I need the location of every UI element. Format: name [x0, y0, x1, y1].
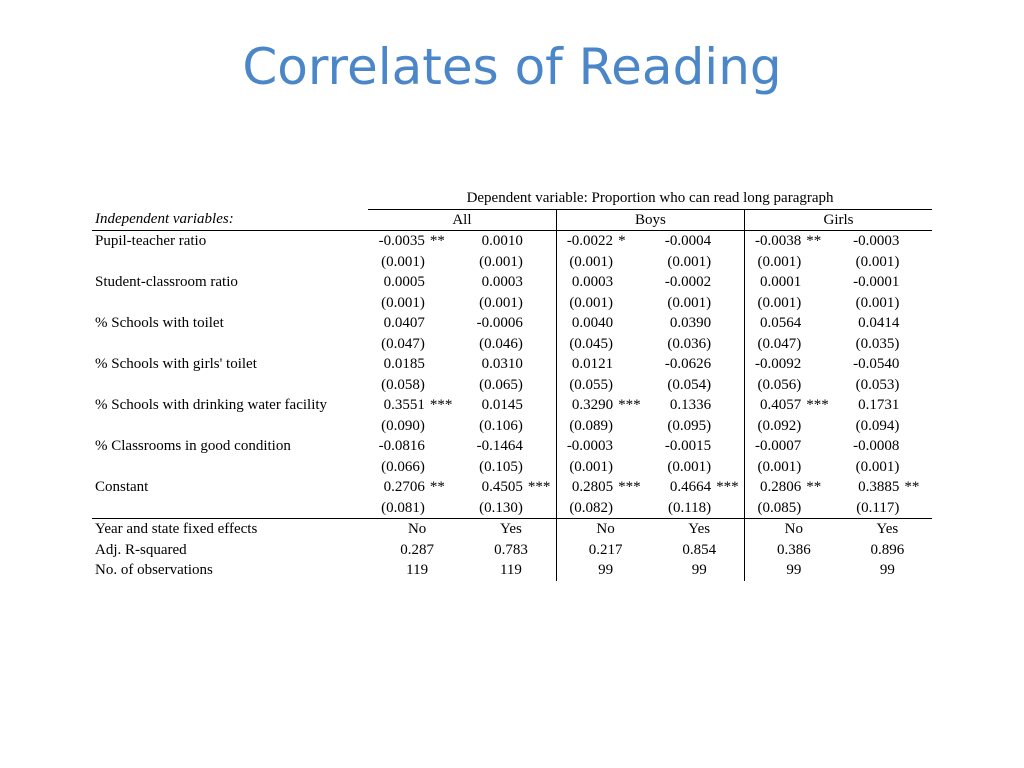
footer-value: 0.783	[494, 541, 528, 558]
significance-stars	[711, 272, 744, 293]
blank	[711, 457, 744, 478]
coefficient: 0.0040	[556, 313, 613, 334]
coefficient: -0.0816	[378, 438, 425, 454]
standard-error: (0.046)	[479, 335, 523, 352]
blank	[711, 293, 744, 314]
blank	[711, 334, 744, 355]
standard-error: (0.054)	[667, 376, 712, 393]
header-row-dependent	[92, 188, 932, 209]
footer-label: Adj. R-squared	[95, 541, 187, 558]
standard-error: (0.001)	[381, 253, 425, 270]
standard-error: (0.081)	[381, 499, 425, 516]
significance-stars	[801, 354, 842, 375]
standard-error: (0.105)	[479, 458, 523, 475]
footer-value: 119	[406, 562, 429, 578]
significance-stars	[801, 313, 842, 334]
gap	[359, 313, 368, 334]
blank	[801, 457, 842, 478]
significance-stars	[523, 231, 556, 252]
gap	[359, 334, 368, 355]
coefficient: 0.0564	[745, 313, 802, 334]
variable-name-blank	[92, 416, 359, 437]
variable-name-blank	[92, 293, 359, 314]
coefficient: -0.0092	[745, 354, 802, 375]
blank	[425, 334, 466, 355]
footer-value: No	[556, 519, 654, 540]
table-row-se	[92, 498, 932, 519]
table-row-coef	[92, 354, 932, 375]
gap	[359, 252, 368, 273]
standard-error: (0.001)	[556, 457, 613, 478]
significance-stars: ***	[716, 479, 739, 495]
blank	[899, 334, 932, 355]
significance-stars	[523, 436, 556, 457]
variable-name-blank	[92, 498, 359, 519]
coefficient: 0.3551	[383, 397, 425, 413]
gap	[359, 395, 368, 416]
blank	[801, 498, 842, 519]
coefficient: -0.0035	[378, 233, 425, 249]
coefficient: 0.0003	[481, 274, 523, 290]
header-row-groups	[92, 209, 932, 231]
table-row-footer	[92, 519, 932, 540]
significance-stars	[613, 436, 654, 457]
standard-error: (0.001)	[556, 252, 613, 273]
table-row-se	[92, 416, 932, 437]
standard-error: (0.095)	[667, 417, 712, 434]
blank	[523, 252, 556, 273]
significance-stars: ***	[618, 479, 641, 495]
coefficient: -0.1464	[476, 438, 523, 454]
blank	[425, 416, 466, 437]
variable-name: % Schools with drinking water facility	[95, 397, 328, 413]
significance-stars	[425, 272, 466, 293]
significance-stars	[523, 395, 556, 416]
table-row-se	[92, 334, 932, 355]
blank	[613, 375, 654, 396]
coefficient: -0.0006	[476, 315, 523, 331]
blank	[523, 457, 556, 478]
gap	[359, 354, 368, 375]
blank	[613, 293, 654, 314]
gap	[359, 519, 368, 540]
variable-name: % Classrooms in good condition	[95, 438, 291, 454]
significance-stars	[613, 272, 654, 293]
significance-stars: *	[618, 233, 626, 249]
footer-value: 0.896	[870, 541, 905, 558]
blank	[613, 498, 654, 519]
blank	[425, 457, 466, 478]
standard-error: (0.130)	[479, 499, 523, 516]
coefficient: 0.1336	[669, 397, 712, 413]
standard-error: (0.056)	[745, 375, 802, 396]
coefficient: 0.0001	[745, 272, 802, 293]
blank	[711, 375, 744, 396]
table-row-footer	[92, 540, 932, 561]
significance-stars	[899, 354, 932, 375]
significance-stars	[899, 436, 932, 457]
significance-stars	[801, 272, 842, 293]
footer-value: No	[745, 519, 843, 540]
header-gap	[359, 188, 368, 209]
significance-stars	[425, 436, 466, 457]
blank	[613, 416, 654, 437]
coefficient: 0.0407	[383, 315, 425, 331]
table-row-coef	[92, 231, 932, 252]
standard-error: (0.090)	[381, 417, 425, 434]
gap	[359, 436, 368, 457]
significance-stars	[801, 436, 842, 457]
significance-stars: **	[429, 233, 445, 249]
standard-error: (0.035)	[855, 335, 900, 352]
table-row-coef	[92, 436, 932, 457]
coefficient: -0.0022	[556, 231, 613, 252]
variable-name: Student-classroom ratio	[95, 274, 238, 290]
gap	[359, 477, 368, 498]
significance-stars: ***	[806, 397, 829, 413]
coefficient: 0.0010	[481, 233, 523, 249]
variable-name-blank	[92, 334, 359, 355]
group-header-girls: Girls	[745, 209, 933, 231]
coefficient: 0.4057	[745, 395, 802, 416]
independent-variables-label: Independent variables:	[92, 209, 359, 231]
significance-stars	[425, 313, 466, 334]
standard-error: (0.092)	[745, 416, 802, 437]
variable-name: % Schools with girls' toilet	[95, 356, 257, 372]
coefficient: 0.4664	[669, 479, 712, 495]
gap	[359, 457, 368, 478]
standard-error: (0.036)	[667, 335, 712, 352]
table-row-coef	[92, 313, 932, 334]
standard-error: (0.001)	[556, 293, 613, 314]
coefficient: -0.0015	[664, 438, 712, 454]
header-blank	[92, 188, 359, 209]
coefficient: 0.2806	[745, 477, 802, 498]
blank	[801, 416, 842, 437]
table-row-se	[92, 252, 932, 273]
standard-error: (0.001)	[745, 252, 802, 273]
significance-stars: **	[806, 479, 822, 495]
blank	[523, 293, 556, 314]
variable-name-blank	[92, 375, 359, 396]
standard-error: (0.106)	[479, 417, 523, 434]
footer-value: 99	[691, 562, 707, 578]
blank	[711, 498, 744, 519]
blank	[523, 375, 556, 396]
regression-table	[92, 188, 932, 581]
significance-stars	[613, 354, 654, 375]
significance-stars	[711, 313, 744, 334]
standard-error: (0.089)	[556, 416, 613, 437]
standard-error: (0.001)	[667, 294, 712, 311]
standard-error: (0.001)	[745, 457, 802, 478]
table-row-se	[92, 457, 932, 478]
blank	[523, 334, 556, 355]
blank	[899, 375, 932, 396]
gap	[359, 416, 368, 437]
coefficient: -0.0540	[853, 356, 900, 372]
significance-stars	[523, 313, 556, 334]
gap	[359, 293, 368, 314]
standard-error: (0.045)	[556, 334, 613, 355]
footer-label: No. of observations	[95, 562, 213, 578]
variable-name: Pupil-teacher ratio	[95, 233, 207, 249]
significance-stars	[523, 354, 556, 375]
footer-value: 99	[879, 562, 895, 578]
footer-value: Yes	[466, 519, 556, 540]
coefficient: -0.0007	[745, 436, 802, 457]
gap	[359, 231, 368, 252]
blank	[801, 334, 842, 355]
group-header-boys: Boys	[556, 209, 744, 231]
standard-error: (0.001)	[667, 458, 712, 475]
variable-name: % Schools with toilet	[95, 315, 224, 331]
table-row-coef	[92, 477, 932, 498]
standard-error: (0.058)	[381, 376, 425, 393]
coefficient: 0.0145	[481, 397, 523, 413]
coefficient: 0.0003	[556, 272, 613, 293]
significance-stars: **	[904, 479, 920, 495]
gap	[359, 560, 368, 581]
footer-value: 0.386	[745, 540, 843, 561]
blank	[613, 457, 654, 478]
standard-error: (0.118)	[667, 499, 712, 516]
coefficient: 0.0185	[383, 356, 425, 372]
standard-error: (0.065)	[479, 376, 523, 393]
blank	[425, 498, 466, 519]
standard-error: (0.085)	[745, 498, 802, 519]
blank	[801, 252, 842, 273]
coefficient: -0.0002	[664, 274, 712, 290]
blank	[425, 293, 466, 314]
significance-stars: ***	[527, 479, 551, 495]
footer-value: 0.854	[682, 541, 717, 558]
significance-stars: **	[806, 233, 822, 249]
variable-name-blank	[92, 457, 359, 478]
standard-error: (0.001)	[855, 458, 900, 475]
blank	[523, 498, 556, 519]
coefficient: 0.0005	[383, 274, 425, 290]
coefficient: 0.0121	[556, 354, 613, 375]
coefficient: -0.0001	[853, 274, 900, 290]
significance-stars	[711, 395, 744, 416]
significance-stars	[899, 313, 932, 334]
blank	[523, 416, 556, 437]
footer-value: 99	[745, 560, 843, 581]
standard-error: (0.001)	[381, 294, 425, 311]
gap	[359, 498, 368, 519]
standard-error: (0.001)	[479, 253, 523, 270]
variable-name: Constant	[95, 479, 149, 495]
significance-stars	[899, 395, 932, 416]
dependent-variable-label: Dependent variable: Proportion who can read long paragraph	[368, 188, 932, 209]
gap	[359, 272, 368, 293]
table-row-se	[92, 293, 932, 314]
significance-stars	[711, 436, 744, 457]
blank	[899, 252, 932, 273]
table-row-footer	[92, 560, 932, 581]
coefficient: 0.0414	[858, 315, 900, 331]
gap	[359, 375, 368, 396]
footer-value: 99	[556, 560, 654, 581]
blank	[425, 375, 466, 396]
blank	[899, 498, 932, 519]
standard-error: (0.117)	[856, 499, 900, 516]
blank	[425, 252, 466, 273]
standard-error: (0.001)	[745, 293, 802, 314]
blank	[613, 334, 654, 355]
coefficient: 0.1731	[858, 397, 900, 413]
coefficient: 0.4505	[481, 479, 523, 495]
table-row-coef	[92, 395, 932, 416]
significance-stars: **	[429, 479, 445, 495]
footer-value: No	[368, 519, 466, 540]
coefficient: -0.0038	[745, 231, 802, 252]
standard-error: (0.001)	[855, 294, 900, 311]
standard-error: (0.082)	[556, 498, 613, 519]
blank	[899, 293, 932, 314]
blank	[801, 293, 842, 314]
footer-label: Year and state fixed effects	[92, 519, 359, 540]
footer-value: Yes	[654, 519, 744, 540]
table-row-coef	[92, 272, 932, 293]
footer-value: 119	[499, 562, 522, 578]
blank	[899, 416, 932, 437]
coefficient: -0.0003	[556, 436, 613, 457]
coefficient: -0.0008	[853, 438, 900, 454]
standard-error: (0.001)	[667, 253, 712, 270]
standard-error: (0.001)	[479, 294, 523, 311]
coefficient: 0.0310	[481, 356, 523, 372]
standard-error: (0.053)	[855, 376, 900, 393]
significance-stars: ***	[429, 397, 453, 413]
coefficient: 0.0390	[669, 315, 712, 331]
standard-error: (0.055)	[556, 375, 613, 396]
standard-error: (0.094)	[855, 417, 900, 434]
coefficient: -0.0004	[664, 233, 712, 249]
significance-stars	[523, 272, 556, 293]
coefficient: 0.2706	[383, 479, 425, 495]
blank	[711, 416, 744, 437]
coefficient: 0.3885	[858, 479, 900, 495]
header-gap	[359, 209, 368, 231]
coefficient: -0.0003	[853, 233, 900, 249]
standard-error: (0.001)	[855, 253, 900, 270]
blank	[613, 252, 654, 273]
significance-stars	[425, 354, 466, 375]
variable-name-blank	[92, 252, 359, 273]
significance-stars: ***	[618, 397, 641, 413]
blank	[801, 375, 842, 396]
footer-value: 0.287	[400, 541, 434, 558]
slide-title: Correlates of Reading	[242, 38, 782, 96]
table-row-se	[92, 375, 932, 396]
standard-error: (0.047)	[381, 335, 425, 352]
coefficient: -0.0626	[664, 356, 712, 372]
coefficient: 0.2805	[556, 477, 613, 498]
gap	[359, 540, 368, 561]
significance-stars	[899, 272, 932, 293]
group-header-all: All	[368, 209, 556, 231]
footer-value: 0.217	[556, 540, 654, 561]
standard-error: (0.066)	[381, 458, 425, 475]
footer-value: Yes	[843, 519, 932, 540]
significance-stars	[899, 231, 932, 252]
standard-error: (0.047)	[745, 334, 802, 355]
blank	[711, 252, 744, 273]
blank	[899, 457, 932, 478]
significance-stars	[711, 354, 744, 375]
coefficient: 0.3290	[556, 395, 613, 416]
significance-stars	[711, 231, 744, 252]
significance-stars	[613, 313, 654, 334]
